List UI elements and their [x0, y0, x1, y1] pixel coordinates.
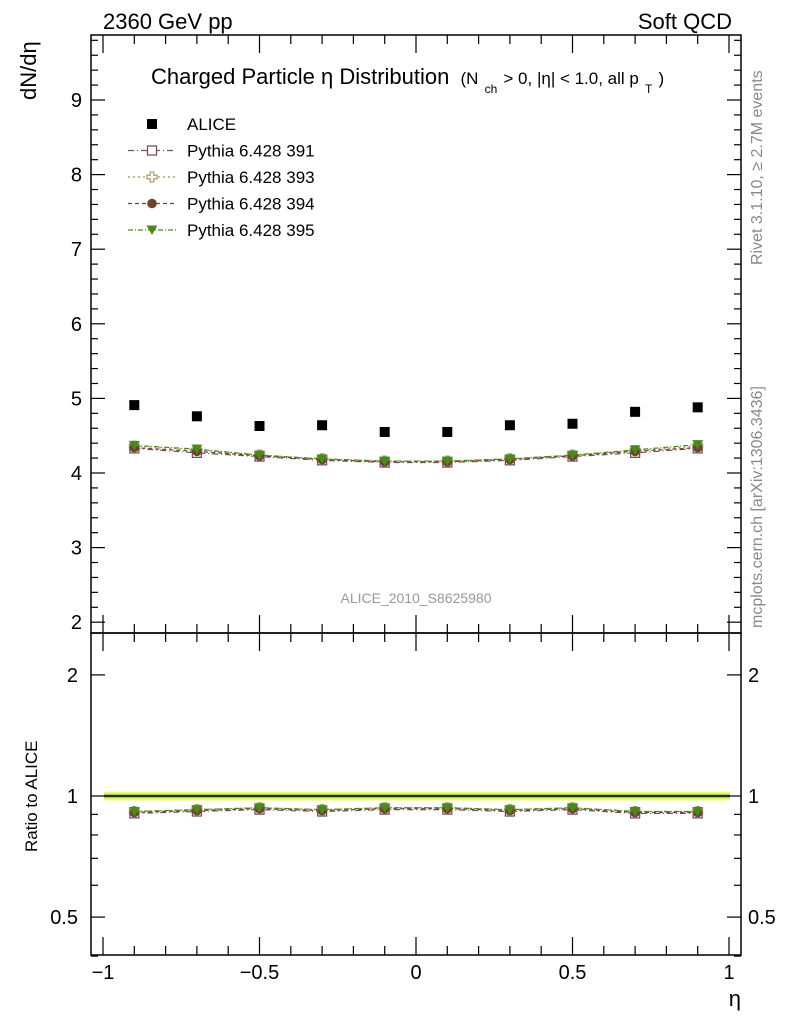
plot-title	[151, 64, 664, 98]
ratio-xtick-label: 0.5	[558, 962, 587, 984]
ratio-ytick-label-right: 2	[748, 664, 760, 687]
main-ytick-label: 7	[70, 239, 82, 262]
ratio-ylabel: Ratio to ALICE	[22, 740, 41, 852]
mcplots-label: mcplots.cern.ch [arXiv:1306.3436]	[749, 386, 766, 628]
x-axis-label: η	[728, 986, 741, 1011]
main-series-line	[134, 446, 697, 461]
main-point-square-filled	[568, 419, 578, 429]
ratio-uncertainty-band	[104, 792, 730, 801]
main-ytick-label: 5	[70, 388, 82, 411]
ratio-xtick-label: 1	[723, 962, 735, 984]
main-panel-series	[129, 400, 703, 467]
main-ylabel: dN/dη	[16, 41, 41, 100]
header-left: 2360 GeV pp	[103, 9, 233, 34]
legend-label: Pythia 6.428 393	[187, 168, 315, 187]
plot-title-suffix-c: > 0, |η| < 1.0, all p	[503, 69, 639, 88]
main-ytick-label: 4	[70, 463, 82, 485]
ratio-ytick-label-left: 2	[66, 664, 78, 687]
main-ytick-label: 8	[70, 164, 82, 187]
rivet-label: Rivet 3.1.10, ≥ 2.7M events	[749, 70, 766, 265]
legend	[128, 115, 315, 240]
main-ytick-label: 3	[70, 537, 82, 560]
legend-label: Pythia 6.428 394	[187, 194, 315, 214]
header-right: Soft QCD	[637, 9, 732, 34]
main-series-line	[134, 448, 697, 462]
main-point-square-filled	[442, 427, 452, 437]
main-point-square-filled	[380, 427, 390, 437]
main-point-square-filled	[192, 411, 202, 421]
legend-marker-cross-open	[147, 172, 157, 182]
ratio-ytick-label-right: 1	[748, 786, 760, 808]
plot-title-suffix-a: (N	[460, 69, 479, 88]
plot-title-suffix-b: ch	[484, 82, 498, 96]
main-ytick-label: 2	[70, 612, 82, 635]
ratio-ytick-label-right: 0.5	[748, 907, 776, 930]
plot-title-suffix-e: )	[658, 69, 665, 88]
plot-title-suffix-d: T	[645, 82, 653, 96]
legend-label: ALICE	[187, 115, 237, 134]
ratio-ytick-label-left: 1	[66, 786, 78, 808]
legend-marker-circle-filled	[147, 199, 157, 209]
main-point-square-filled	[693, 402, 703, 412]
main-series-line	[134, 448, 697, 462]
main-point-square-filled	[129, 400, 139, 410]
main-point-square-filled	[630, 407, 640, 417]
main-ytick-label: 9	[70, 90, 82, 112]
legend-marker-square-open	[148, 146, 157, 155]
main-ytick-label: 6	[70, 313, 82, 336]
main-point-square-filled	[317, 420, 327, 430]
ratio-xtick-label: −1	[91, 962, 115, 984]
plot-title-main: Charged Particle η Distribution	[151, 64, 450, 89]
main-point-square-filled	[255, 421, 265, 431]
legend-marker-square-filled	[147, 119, 157, 129]
ratio-panel-series	[129, 803, 703, 818]
legend-label: Pythia 6.428 395	[187, 221, 315, 240]
analysis-watermark: ALICE_2010_S8625980	[340, 590, 492, 606]
ratio-xtick-label: 0	[410, 962, 422, 984]
legend-label: Pythia 6.428 391	[187, 141, 315, 161]
ratio-ytick-label-left: 0.5	[50, 907, 78, 930]
main-point-square-filled	[505, 420, 515, 430]
ratio-xtick-label: −0.5	[239, 962, 280, 984]
